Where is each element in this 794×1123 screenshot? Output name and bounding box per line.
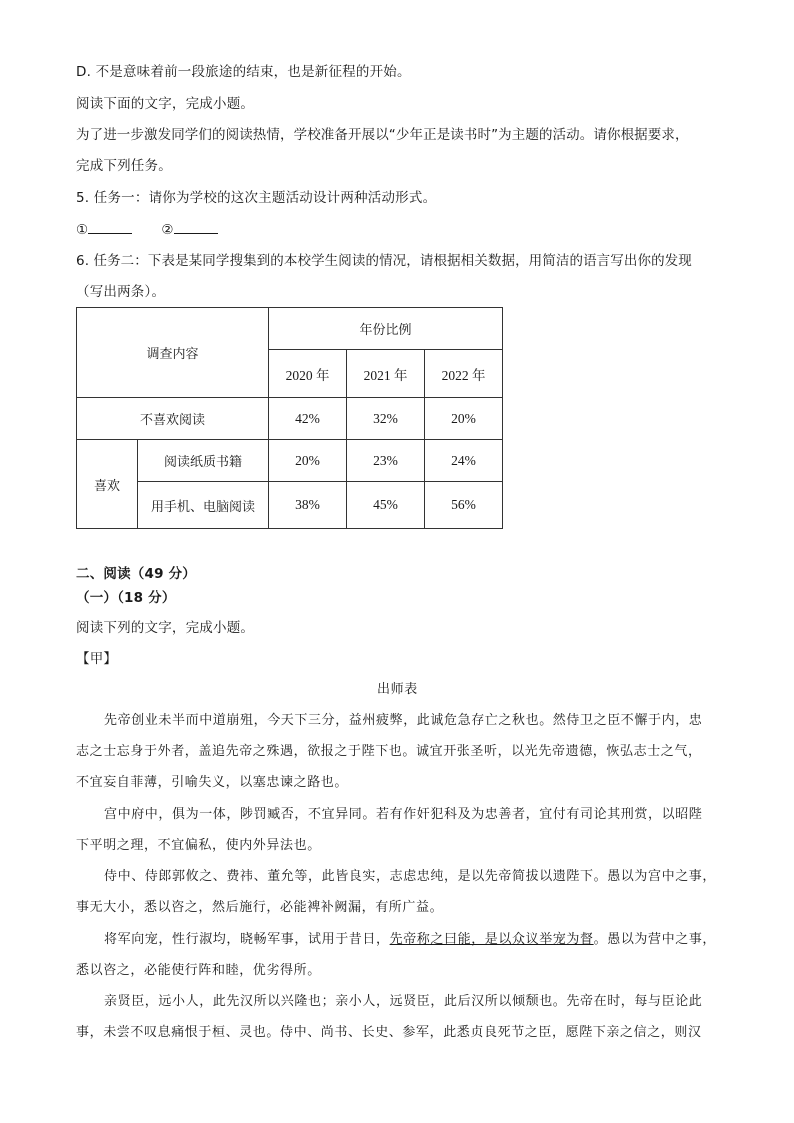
- cell-dislike-2022: 20%: [425, 398, 503, 440]
- blank-1-marker: ①: [76, 222, 89, 238]
- passage-p1-line1: 先帝创业未半而中道崩殂，今天下三分，益州疲弊，此诚危急存亡之秋也。然侍卫之臣不懈于内，忠: [104, 713, 703, 728]
- cell-phone-2021: 45%: [347, 482, 425, 529]
- passage-p2-line2: 下平明之理，不宜偏私，使内外异法也。: [76, 838, 321, 853]
- table-row: [77, 398, 503, 440]
- read-instruction: 阅读下面的文字，完成小题。: [76, 96, 255, 112]
- cell-phone-2020: 38%: [269, 482, 347, 529]
- cell-paper-2020: 20%: [269, 440, 347, 482]
- cell-dislike-2021: 32%: [347, 398, 425, 440]
- activity-paragraph-line2: 完成下列任务。: [76, 158, 172, 174]
- question-6-line1: 6. 任务二：下表是某同学搜集到的本校学生阅读的情况，请根据相关数据，用简洁的语言写出你的发现: [76, 253, 692, 269]
- header-survey-content: 调查内容: [77, 308, 269, 398]
- blank-2-marker: ②: [161, 222, 174, 238]
- row-label-phone: 用手机、电脑阅读: [138, 482, 269, 529]
- activity-paragraph-line1: 为了进一步激发同学们的阅读热情，学校准备开展以“少年正是读书时”为主题的活动。请你根据要求，: [76, 127, 689, 143]
- passage-p2-line1: 宫中府中，俱为一体，陟罚臧否，不宜异同。若有作奸犯科及为忠善者，宜付有司论其刑赏，以昭陛: [104, 807, 703, 822]
- group-label-like: 喜欢: [77, 440, 138, 529]
- section-instruction: 阅读下列的文字，完成小题。: [76, 620, 255, 636]
- cell-phone-2022: 56%: [425, 482, 503, 529]
- passage-p5-line2: 事，未尝不叹息痛恨于桓、灵也。侍中、尚书、长史、参军，此悉贞良死节之臣，愿陛下亲之信之，则汉: [76, 1025, 702, 1040]
- answer-blank-1[interactable]: [88, 220, 132, 234]
- reading-survey-table: [76, 307, 503, 529]
- cell-dislike-2020: 42%: [269, 398, 347, 440]
- question-5-answer-blanks: [76, 220, 218, 239]
- p4-text-a: 将军向宠，性行淑均，晓畅军事，试用于昔日，: [104, 932, 390, 947]
- passage-jia-label: 【甲】: [76, 651, 118, 667]
- subsection-heading: （一）（18 分）: [76, 590, 176, 606]
- passage-p3-line1: 侍中、侍郎郭攸之、费祎、董允等，此皆良实，志虑忠纯，是以先帝简拔以遗陛下。愚以为宫中之事，: [104, 869, 717, 884]
- passage-p5-line1: 亲贤臣，远小人，此先汉所以兴隆也；亲小人，远贤臣，此后汉所以倾颓也。先帝在时，每与臣论此: [104, 994, 703, 1009]
- passage-p1-line3: 不宜妄自菲薄，引喻失义，以塞忠谏之路也。: [76, 775, 349, 790]
- cell-paper-2022: 24%: [425, 440, 503, 482]
- passage-p3-line2: 事无大小，悉以咨之，然后施行，必能裨补阙漏，有所广益。: [76, 900, 444, 915]
- section-heading: 二、阅读（49 分）: [76, 566, 196, 582]
- year-2021: 2021 年: [347, 350, 425, 398]
- header-year-ratio: 年份比例: [269, 308, 503, 350]
- p4-text-b: 。愚以为营中之事，: [593, 932, 717, 947]
- row-label-dislike: 不喜欢阅读: [77, 398, 269, 440]
- cell-paper-2021: 23%: [347, 440, 425, 482]
- passage-p4-line2: 悉以咨之，必能使行阵和睦，优劣得所。: [76, 963, 321, 978]
- passage-p1-line2: 志之士忘身于外者，盖追先帝之殊遇，欲报之于陛下也。诚宜开张圣听，以光先帝遗德，恢弘志士之气，: [76, 744, 702, 759]
- question-6-line2: （写出两条）。: [76, 284, 166, 300]
- year-2020: 2020 年: [269, 350, 347, 398]
- answer-blank-2[interactable]: [174, 220, 218, 234]
- option-d: D. 不是意味着前一段旅途的结束，也是新征程的开始。: [76, 64, 411, 80]
- question-5: 5. 任务一：请你为学校的这次主题活动设计两种活动形式。: [76, 190, 437, 206]
- year-2022: 2022 年: [425, 350, 503, 398]
- row-label-paper: 阅读纸质书籍: [138, 440, 269, 482]
- table-row: [77, 440, 503, 482]
- table-row: [77, 482, 503, 529]
- passage-p4-line1: [104, 931, 716, 949]
- passage-title: 出师表: [377, 682, 418, 697]
- underlined-sentence: 先帝称之曰能，是以众议举宠为督: [389, 932, 594, 947]
